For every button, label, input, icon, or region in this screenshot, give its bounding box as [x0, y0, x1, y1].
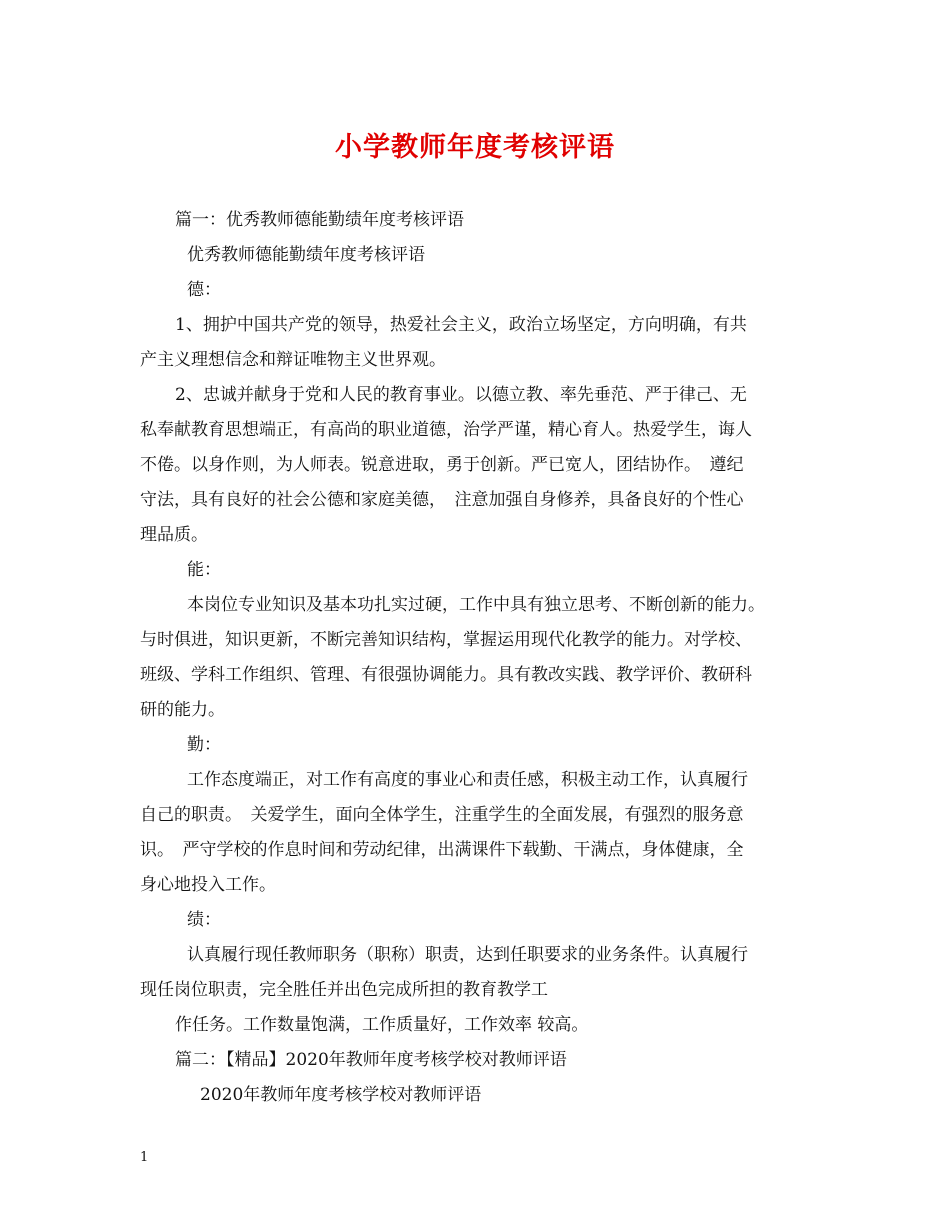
text-line: 能： [187, 560, 221, 580]
text-line: 德： [187, 280, 221, 300]
text-line: 作任务。工作数量饱满，工作质量好，工作效率 较高。 [175, 1015, 589, 1035]
text-line: 与时俱进，知识更新，不断完善知识结构，掌握运用现代化教学的能力。对学校、 [140, 630, 752, 650]
text-line: 勤： [187, 735, 221, 755]
text-line: 自己的职责。 关爱学生，面向全体学生，注重学生的全面发展，有强烈的服务意 [140, 805, 744, 825]
text-line: 优秀教师德能勤绩年度考核评语 [187, 245, 425, 265]
text-line: 识。 严守学校的作息时间和劳动纪律，出满课件下载勤、干满点，身体健康，全 [140, 840, 744, 860]
text-line: 篇一：优秀教师德能勤绩年度考核评语 [175, 210, 464, 230]
text-line: 1、拥护中国共产党的领导，热爱社会主义，政治立场坚定，方向明确，有共 [175, 315, 747, 335]
text-line: 工作态度端正，对工作有高度的事业心和责任感，积极主动工作，认真履行 [187, 770, 748, 790]
text-line: 现任岗位职责，完全胜任并出色完成所担的教育教学工 [140, 980, 548, 1000]
text-line: 认真履行现任教师职务（职称）职责，达到任职要求的业务条件。认真履行 [187, 945, 748, 965]
text-line: 不倦。以身作则，为人师表。锐意进取，勇于创新。严已宽人，团结协作。 遵纪 [140, 455, 744, 475]
text-line: 研的能力。 [140, 700, 225, 720]
text-line: 班级、学科工作组织、管理、有很强协调能力。具有教改实践、教学评价、教研科 [140, 665, 752, 685]
text-line: 绩： [187, 910, 221, 930]
text-line: 身心地投入工作。 [140, 875, 276, 895]
text-line: 篇二：【精品】2020年教师年度考核学校对教师评语 [175, 1050, 567, 1070]
page-number: 1 [140, 1150, 149, 1165]
text-line: 守法，具有良好的社会公德和家庭美德， 注意加强自身修养，具备良好的个性心 [140, 490, 744, 510]
text-line: 2、忠诚并献身于党和人民的教育事业。以德立教、率先垂范、严于律己、无 [175, 385, 747, 405]
page-title: 小学教师年度考核评语 [335, 132, 615, 163]
text-line: 产主义理想信念和辩证唯物主义世界观。 [140, 350, 446, 370]
text-line: 2020年教师年度考核学校对教师评语 [200, 1085, 482, 1105]
text-line: 理品质。 [140, 525, 208, 545]
text-line: 本岗位专业知识及基本功扎实过硬，工作中具有独立思考、不断创新的能力。 [187, 595, 765, 615]
text-line: 私奉献教育思想端正，有高尚的职业道德，治学严谨，精心育人。热爱学生，诲人 [140, 420, 752, 440]
